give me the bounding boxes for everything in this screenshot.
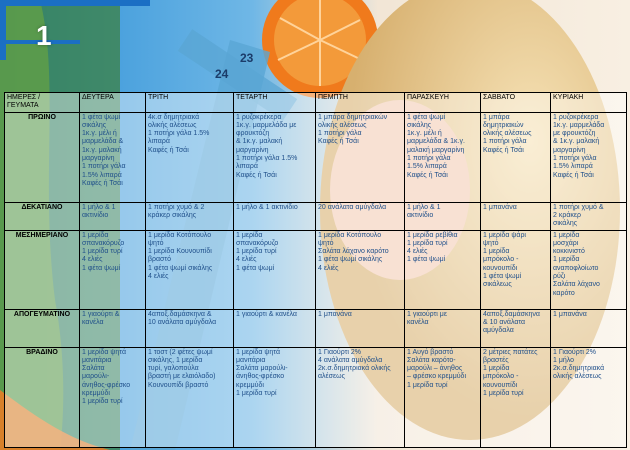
meal-label: ΔΕΚΑΤΙΑΝΟ [5, 202, 80, 230]
menu-cell-line: & 1κ.γ. μαλακή [236, 138, 283, 146]
menu-cell-line: 1 φέτα ψωμί σικάλης [148, 264, 213, 272]
menu-cell [316, 347, 405, 447]
menu-cell-line: 2 κράκερ [553, 211, 581, 219]
menu-cell-line: 1 ποτήρι γάλα 1.5% [236, 155, 298, 163]
menu-cell-line: 1 Γιαούρτι 2% [318, 348, 361, 356]
menu-cell-line: & 10 ανάλατα [483, 318, 526, 326]
menu-cell-line: κανέλα [82, 318, 104, 326]
menu-cell-line: 1 φέτα ψωμί [407, 113, 446, 121]
menu-cell [80, 230, 146, 309]
menu-cell-line: 1 φέτα ψωμί σικάλης [318, 256, 383, 264]
menu-cell-line: άνηθος-φρέσκο [236, 373, 285, 381]
menu-cell-line: 1 μερίδα τυρί [407, 239, 448, 247]
menu-cell-line: ψητό [318, 239, 334, 247]
menu-cell-line: 4 ελιές [407, 248, 428, 256]
menu-cell-line: 1 ποτήρι γάλα [82, 163, 126, 171]
menu-cell-line: σικάλεως [483, 281, 512, 289]
menu-cell-line: 1κ.γ. μαρμελάδα με [236, 121, 297, 129]
menu-cell [316, 230, 405, 309]
menu-cell [481, 309, 551, 347]
menu-cell [234, 309, 316, 347]
menu-cell-line: 1 μήλο & 1 [407, 203, 441, 211]
menu-cell-line: σικάλης, 1 μερίδα [148, 356, 203, 364]
menu-cell-line: 1κ.γ. μέλι ή [407, 130, 442, 138]
menu-cell [316, 112, 405, 202]
menu-cell-line: μανιτάρια [82, 356, 112, 364]
menu-cell-line: κρεμμύδι [82, 390, 110, 398]
menu-cell-line: Καφές ή Τσάι [82, 179, 123, 187]
menu-cell-line: 1 ποτήρι γάλα 1.5% [148, 130, 210, 138]
menu-cell-line: 1 μπάρα δημητριακών [318, 113, 388, 121]
menu-cell-line: 1κ.γ. μέλι ή [82, 130, 117, 138]
menu-cell-line: 1 γιαούρτι & κανέλα [236, 310, 297, 318]
menu-cell-line: 4αποξ.δαμάσκηνα [483, 310, 540, 318]
menu-cell-line: 4 ελιές [318, 264, 339, 272]
menu-cell-line: σικάλης [82, 121, 107, 129]
menu-cell [146, 347, 234, 447]
menu-cell-line: 1 ποτήρι γάλα [318, 130, 362, 138]
menu-cell-line: 1 μερίδα [236, 231, 263, 239]
menu-cell-line: 1 μπανάνα [553, 310, 587, 318]
menu-cell-line: 1 γιαούρτι & [82, 310, 120, 318]
menu-cell-line: 1 μερίδα τυρί [82, 398, 123, 406]
menu-cell-line: 1 μερίδα τυρί [236, 248, 277, 256]
menu-cell-line: ολικής αλέσεως [148, 121, 197, 129]
menu-cell [80, 309, 146, 347]
menu-cell-line: ψητό [148, 239, 164, 247]
menu-cell-line: 1 μερίδα τυρί [236, 390, 277, 398]
day-header: ΤΕΤΑΡΤΗ [234, 93, 316, 113]
menu-cell-line: Καφές ή Τσάι [148, 146, 189, 154]
menu-cell [80, 112, 146, 202]
menu-cell [551, 112, 627, 202]
menu-cell-line: βραστές [483, 356, 509, 364]
meal-label: ΠΡΩΙΝΟ [5, 112, 80, 202]
menu-cell-line: βραστό [148, 256, 172, 264]
menu-cell-line: Καφές ή Τσάι [483, 146, 524, 154]
meal-label: ΜΕΣΗΜΕΡΙΑΝΟ [5, 230, 80, 309]
menu-cell-line: δημητριακών [483, 121, 524, 129]
menu-cell-line: 1 φέτα ψωμί [407, 256, 446, 264]
menu-cell-line: ολικής αλέσεως [553, 373, 602, 381]
menu-cell-line: Σαλάτα καρότο- [407, 356, 456, 364]
menu-cell-line: 1 μπανάνα [318, 310, 352, 318]
menu-cell-line: κανέλα [407, 318, 429, 326]
menu-cell-line: Σαλάτα λάχανο καρότο [318, 248, 389, 256]
table-row [5, 230, 627, 309]
menu-cell-line: 1 μερίδα τυρί [82, 248, 123, 256]
meal-plan-table [4, 92, 627, 448]
menu-cell-line: ακτινίδιο [407, 211, 434, 219]
menu-cell-line: 1.5% λιπαρά [407, 163, 447, 171]
menu-cell-line: 1 ποτήρι χυμό & [553, 203, 604, 211]
menu-cell-line: 1 μερίδα [483, 365, 510, 373]
menu-cell-line: 1 μήλο & 1 [82, 203, 116, 211]
menu-cell-line: 2κ.σ.δημητριακά ολικής [318, 365, 391, 373]
menu-cell-line: σικάλης [553, 220, 578, 228]
menu-cell-line: 1 μερίδα Κουνουπίδι [148, 248, 212, 256]
menu-cell-line: 10 ανάλατα αμύγδαλα [148, 318, 217, 326]
day-header: ΔΕΥΤΕΡΑ [80, 93, 146, 113]
menu-cell-line: – φρέσκο κρεμμύδι [407, 373, 467, 381]
meal-plan-table-container [4, 92, 626, 446]
menu-cell-line: 4 ελιές [148, 273, 169, 281]
menu-cell [316, 309, 405, 347]
menu-cell [551, 202, 627, 230]
menu-cell [405, 309, 481, 347]
menu-cell-line: 4 ελιές [236, 256, 257, 264]
menu-cell [481, 230, 551, 309]
menu-cell-line: κράκερ σικάλης [148, 211, 197, 219]
menu-cell-line: 1 ρυζοκρέκερα [236, 113, 282, 121]
menu-cell-line: 1 μερίδα ψητά [82, 348, 127, 356]
menu-cell-line: μαργαρίνη [236, 146, 269, 154]
menu-cell-line: σικάλης [407, 121, 432, 129]
meal-label: ΑΠΟΓΕΥΜΑΤΙΝΟ [5, 309, 80, 347]
menu-cell-line: τυρί, γαλοπούλα [148, 365, 199, 373]
menu-cell-line: Καφές ή Τσάι [318, 138, 359, 146]
menu-cell-line: 4αποξ.δαμάσκηνα & [148, 310, 212, 318]
menu-cell-line: Σαλάτα [82, 365, 105, 373]
menu-cell [234, 347, 316, 447]
menu-cell-line: 1 φέτα ψωμί [82, 264, 121, 272]
menu-cell-line: ακτινίδιο [82, 211, 109, 219]
menu-cell-line: ολικής αλέσεως [318, 121, 367, 129]
menu-cell-line: 2 μέτριες πατάτες [483, 348, 538, 356]
menu-cell [146, 112, 234, 202]
menu-cell-line: κοκκινιστό [553, 248, 585, 256]
menu-cell [405, 347, 481, 447]
menu-cell-line: 1 ποτήρι γάλα [553, 155, 597, 163]
menu-cell-line: 1.5% λιπαρά [553, 163, 593, 171]
table-row [5, 202, 627, 230]
menu-cell-line: 1 φέτα ψωμί [483, 273, 522, 281]
menu-cell-line: 4 ανάλατα αμύγδαλα [318, 356, 383, 364]
menu-cell-line: 1 τοστ (2 φέτες ψωμί [148, 348, 213, 356]
menu-cell-line: 1 μερίδα Κοτόπουλο [318, 231, 382, 239]
menu-cell-line: 1 μερίδα τυρί [483, 390, 524, 398]
menu-cell-line: 1 μερίδα ρεβίθια [407, 231, 458, 239]
day-header: ΠΑΡΑΣΚΕΥΗ [405, 93, 481, 113]
menu-cell [481, 202, 551, 230]
menu-cell-line: 1κ.γ. μαλακή [82, 146, 122, 154]
table-row [5, 112, 627, 202]
menu-cell-line: 1 μερίδα [553, 231, 580, 239]
menu-cell-line: 2κ.σ.δημητριακά [553, 365, 605, 373]
menu-cell [551, 309, 627, 347]
menu-cell [551, 230, 627, 309]
menu-cell [80, 202, 146, 230]
menu-cell-line: 1 μερίδα τυρί [407, 381, 448, 389]
menu-cell-line: αλέσεως [318, 373, 345, 381]
menu-cell-line: Καφές ή Τσάι [407, 171, 448, 179]
menu-cell-line: Σαλάτα μαρούλι- [236, 365, 288, 373]
menu-cell-line: 1 φέτα ψωμί [236, 264, 275, 272]
svg-text:24: 24 [215, 67, 229, 81]
menu-cell-line: 1 μήλο [553, 356, 575, 364]
menu-cell-line: φρουκτόζη [236, 130, 270, 138]
menu-cell [481, 112, 551, 202]
menu-cell-line: 1 μερίδα [483, 248, 510, 256]
menu-cell [234, 230, 316, 309]
menu-cell-line: 1 μερίδα [553, 256, 580, 264]
menu-cell [146, 309, 234, 347]
menu-cell-line: μαρούλι – άνηθος [407, 365, 463, 373]
menu-cell-line: μαρμελάδα & [82, 138, 124, 146]
menu-cell-line: κουνουπίδι [483, 381, 518, 389]
menu-cell-line: σπανακόρυζο [236, 239, 279, 247]
menu-cell-line: 1 μερίδα ψητά [236, 348, 281, 356]
menu-cell-line: 4 ελιές [82, 256, 103, 264]
menu-cell-line: 20 ανάλατα αμύγδαλα [318, 203, 387, 211]
menu-cell-line: λιπαρά [236, 163, 258, 171]
page-number: 1 [36, 20, 52, 51]
corner-header: ΗΜΕΡΕΣ / ΓΕΥΜΑΤΑ [5, 93, 80, 113]
menu-cell [405, 112, 481, 202]
menu-cell-line: καρότο [553, 289, 575, 297]
menu-cell [405, 202, 481, 230]
menu-cell-line: μπρόκολο - [483, 256, 519, 264]
menu-cell-line: & 1κ.γ. μαλακή [553, 138, 600, 146]
menu-cell [146, 230, 234, 309]
menu-cell [234, 202, 316, 230]
menu-cell-line: 1 ποτήρι γάλα [407, 155, 451, 163]
menu-cell-line: 1 μπανάνα [483, 203, 517, 211]
menu-cell-line: 1 μήλο & 1 ακτινίδιο [236, 203, 298, 211]
menu-cell-line: βραστή με ελαιόλαδο) [148, 373, 216, 381]
menu-cell-line: μανιτάρια [236, 356, 266, 364]
menu-cell [80, 347, 146, 447]
menu-cell-line: μαργαρίνη [553, 146, 586, 154]
day-header: ΤΡΙΤΗ [146, 93, 234, 113]
day-header: ΚΥΡΙΑΚΗ [551, 93, 627, 113]
menu-cell-line: 4κ.σ δημητριακά [148, 113, 200, 121]
menu-cell-line: σπανακόρυζο [82, 239, 125, 247]
menu-cell-line: 1 μερίδα [82, 231, 109, 239]
menu-cell-line: μαρούλι- [82, 373, 110, 381]
menu-cell [316, 202, 405, 230]
menu-cell-line: μαλακή μαργαρίνη [407, 146, 465, 154]
menu-cell-line: λιπαρά [148, 138, 170, 146]
table-row [5, 347, 627, 447]
menu-cell-line: Κουνουπίδι βραστό [148, 381, 209, 389]
menu-cell-line: μοσχάρι [553, 239, 579, 247]
menu-cell-line: Σαλάτα λάχανο [553, 281, 600, 289]
menu-cell-line: με φρουκτόζη [553, 130, 596, 138]
menu-cell-line: 1 ποτήρι χυμό & 2 [148, 203, 205, 211]
menu-cell-line: αμύγδαλα [483, 327, 514, 335]
menu-cell-line: ρύζι [553, 273, 566, 281]
menu-cell-line: 1.5% λιπαρά [82, 171, 122, 179]
menu-cell-line: 1 μπάρα [483, 113, 510, 121]
day-header: ΠΕΜΠΤΗ [316, 93, 405, 113]
menu-cell-line: 1 φέτα ψωμί [82, 113, 121, 121]
menu-cell-line: 1 γιαούρτι με [407, 310, 447, 318]
menu-cell-line: άνηθος-φρέσκο [82, 381, 131, 389]
menu-cell-line: 1 μερίδα ψάρι [483, 231, 526, 239]
menu-cell [234, 112, 316, 202]
menu-cell-line: 1 Αυγό βραστό [407, 348, 454, 356]
meal-label: ΒΡΑΔΙΝΟ [5, 347, 80, 447]
menu-cell-line: αναποφλοίωτο [553, 264, 599, 272]
menu-cell-line: 1κ.γ. μαρμελάδα [553, 121, 605, 129]
menu-cell-line: 1 μερίδα Κοτόπουλο [148, 231, 212, 239]
svg-text:23: 23 [240, 51, 254, 65]
menu-cell [551, 347, 627, 447]
menu-cell-line: ψητό [483, 239, 499, 247]
menu-cell [146, 202, 234, 230]
table-header-row [5, 93, 627, 113]
menu-cell [481, 347, 551, 447]
menu-cell-line: κουνουπίδι [483, 264, 518, 272]
menu-cell-line: 1 ποτήρι γάλα [483, 138, 527, 146]
table-row [5, 309, 627, 347]
menu-cell-line: 1 Γιαούρτι 2% [553, 348, 596, 356]
menu-cell-line: Καφές ή Τσάι [553, 171, 594, 179]
day-header: ΣΑΒΒΑΤΟ [481, 93, 551, 113]
menu-cell-line: κρεμμύδι [236, 381, 264, 389]
menu-cell [405, 230, 481, 309]
menu-cell-line: Καφές ή Τσάι [236, 171, 277, 179]
menu-cell-line: ολικής αλέσεως [483, 130, 532, 138]
menu-cell-line: 1 ρυζοκρέκερα [553, 113, 599, 121]
menu-cell-line: μαρμελάδα & 1κ.γ. [407, 138, 465, 146]
menu-cell-line: μαργαρίνη [82, 155, 115, 163]
menu-cell-line: μπρόκολο - [483, 373, 519, 381]
